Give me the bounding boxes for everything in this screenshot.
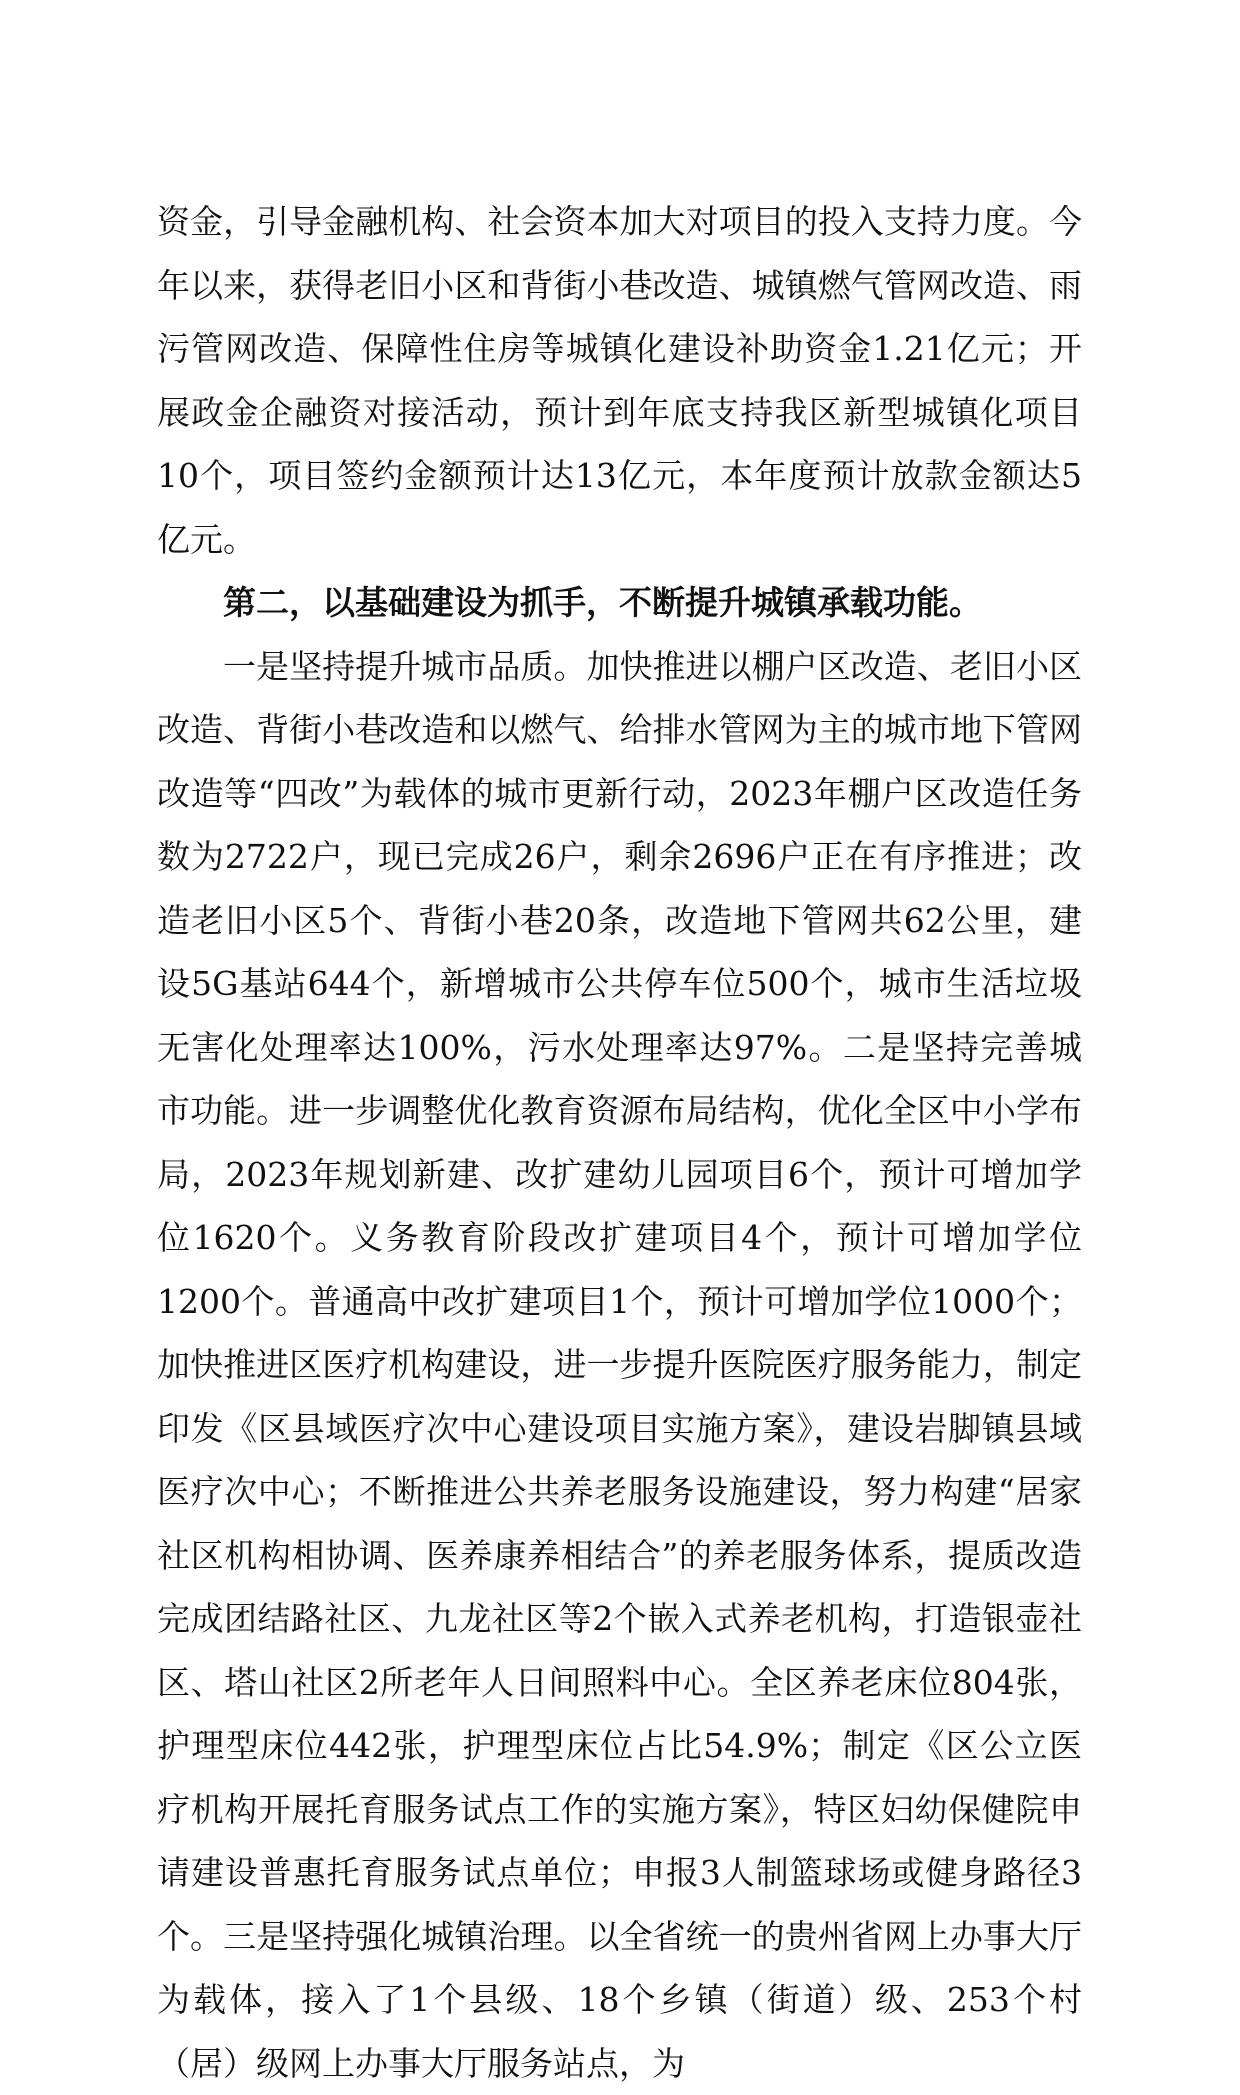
document-body (157, 190, 1082, 2095)
main-paragraph: 一是坚持提升城市品质。加快推进以棚户区改造、老旧小区改造、背街小巷改造和以燃气、给排水管网为主的城市地下管网改造等“四改”为载体的城市更新行动，2023年棚户区改造任务数为2722户，现已完成26户，剩余2696户正在有序推进；改造老旧小区5个、背街小巷20条，改造地下管网共62公里，建设5G基站644个，新增城市公共停车位500个，城市生活垃圾无害化处理率达100%，污水处理率达97%。二是坚持完善城市功能。进一步调整优化教育资源布局结构，优化全区中小学布局，2023年规划新建、改扩建幼儿园项目6个，预计可增加学位1620个。义务教育阶段改扩建项目4个，预计可增加学位1200个。普通高中改扩建项目1个，预计可增加学位1000个；加快推进区医疗机构建设，进一步提升医院医疗服务能力，制定印发《区县域医疗次中心建设项目实施方案》，建设岩脚镇县域医疗次中心；不断推进公共养老服务设施建设，努力构建“居家社区机构相协调、医养康养相结合”的养老服务体系，提质改造完成团结路社区、九龙社区等2个嵌入式养老机构，打造银壶社区、塔山社区2所老年人日间照料中心。全区养老床位804张，护理型床位442张，护理型床位占比54.9%；制定《区公立医疗机构开展托育服务试点工作的实施方案》，特区妇幼保健院申请建设普惠托育服务试点单位；申报3人制篮球场或健身路径3个。三是坚持强化城镇治理。以全省统一的贵州省网上办事大厅为载体，接入了1个县级、18个乡镇（街道）级、253个村（居）级网上办事大厅服务站点，为 (157, 635, 1082, 2095)
section-heading: 第二，以基础建设为抓手，不断提升城镇承载功能。 (157, 571, 1082, 635)
continued-paragraph: 资金，引导金融机构、社会资本加大对项目的投入支持力度。今年以来，获得老旧小区和背街小巷改造、城镇燃气管网改造、雨污管网改造、保障性住房等城镇化建设补助资金1.21亿元；开展政金企融资对接活动，预计到年底支持我区新型城镇化项目10个，项目签约金额预计达13亿元，本年度预计放款金额达5亿元。 (157, 190, 1082, 571)
